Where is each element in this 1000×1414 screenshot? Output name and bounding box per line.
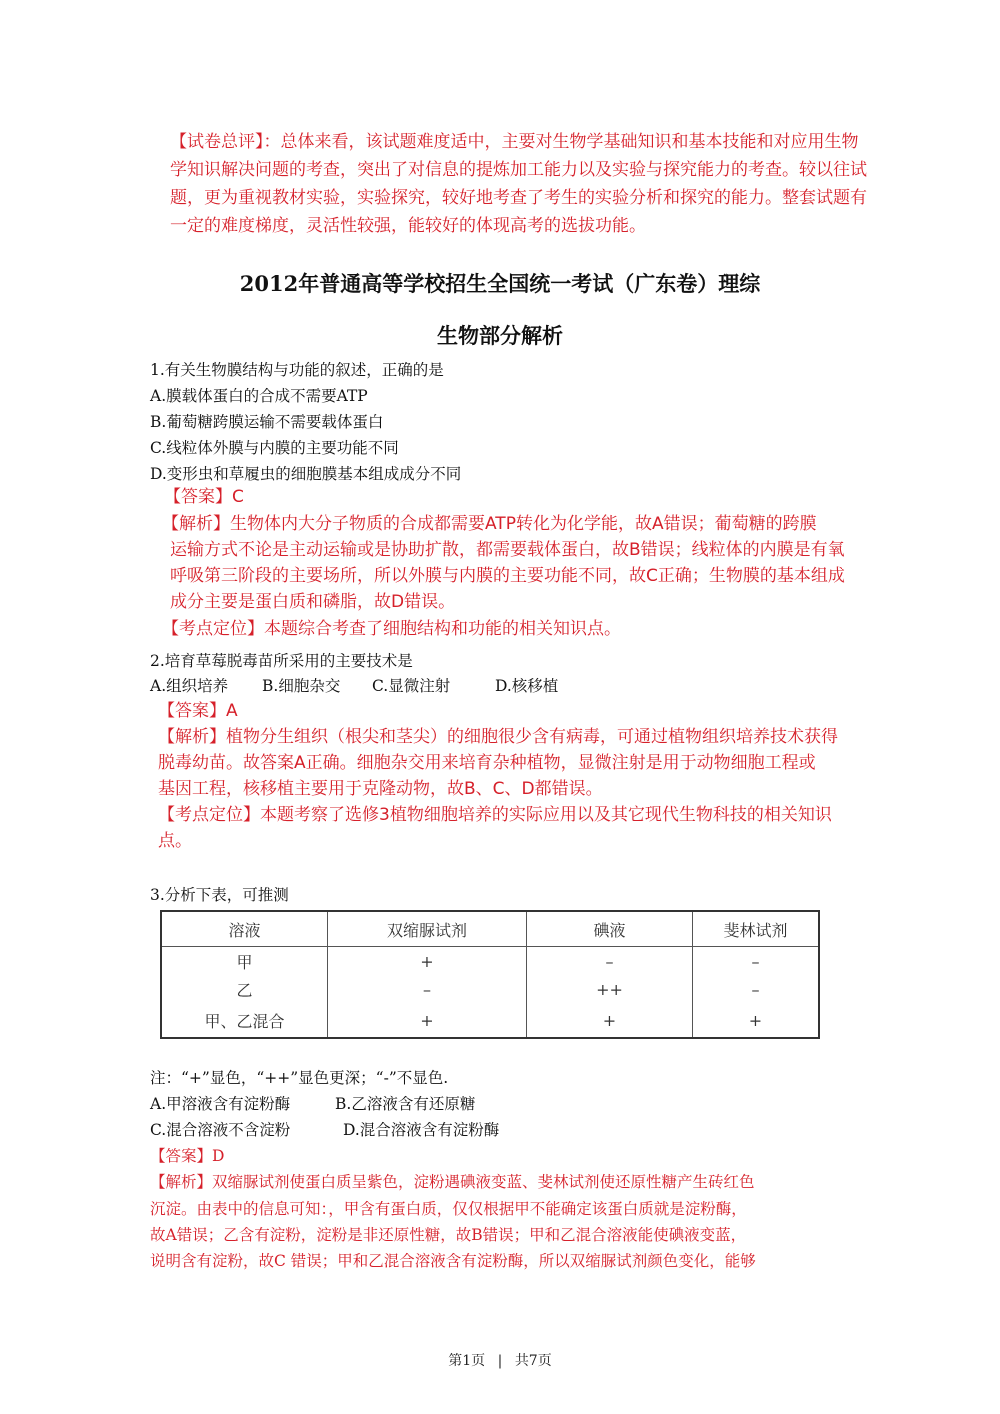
table-cell: – [693,947,820,976]
q1-option-c: C.线粒体外膜与内膜的主要功能不同 [150,439,399,457]
page-total: 共7页 [514,1353,552,1369]
q1-analysis-line: 成分主要是蛋白质和磷脂，故D错误。 [170,592,456,612]
q1-analysis-line: 【解析】生物体内大分子物质的合成都需要ATP转化为化学能，故A错误；葡萄糖的跨膜 [162,514,817,534]
q1-option-b: B.葡萄糖跨膜运输不需要载体蛋白 [150,413,384,431]
q2-option-c: C.显微注射 [372,677,451,695]
page-subtitle: 生物部分解析 [437,323,563,348]
q2-analysis-line: 脱毒幼苗。故答案A正确。细胞杂交用来培育杂种植物，显微注射是用于动物细胞工程或 [158,753,816,773]
q1-option-d: D.变形虫和草履虫的细胞膜基本组成成分不同 [150,465,462,483]
q3-option-a: A.甲溶液含有淀粉酶 [150,1095,291,1113]
page-title: 2012年普通高等学校招生全国统一考试（广东卷）理综 [239,271,761,296]
table-cell: + [328,947,527,976]
table-row [161,947,819,976]
table-cell: 甲 [161,947,328,976]
q3-stem: 3.分析下表，可推测 [150,886,289,904]
q3-analysis-line: 沉淀。由表中的信息可知：，甲含有蛋白质，仅仅根据甲不能确定该蛋白质就是淀粉酶， [150,1200,747,1218]
table-cell: + [328,1003,527,1038]
table-header-cell: 双缩脲试剂 [328,911,527,947]
exam-review: 【试卷总评】：总体来看，该试题难度适中，主要对生物学基础知识和基本技能和对应用生物学知识解决问题的考查，突出了对信息的提炼加工能力以及实验与探究能力的考查。较以往试题，更为重视教材实验，实验探究，较好地考查了考生的实验分析和探究的能力。整套试题有一定的难度梯度，灵活性较强，能较好的体现高考的选拔功能。 [170,132,867,236]
q1-stem: 1.有关生物膜结构与功能的叙述，正确的是 [150,361,444,379]
q3-note: 注：“+”显色，“++”显色更深；“-”不显色. [150,1069,449,1087]
q3-table [160,910,820,1039]
page-number: 第1页 [448,1353,486,1369]
table-cell: – [693,975,820,1003]
table-cell: – [527,947,693,976]
q1-answer: 【答案】C [164,487,244,507]
q3-answer: 【答案】D [150,1147,225,1165]
table-row [161,1003,819,1038]
footer-separator: | [497,1353,503,1369]
q1-point: 【考点定位】本题综合考查了细胞结构和功能的相关知识点。 [162,619,621,639]
table-header-row [161,911,819,947]
q2-option-b: B.细胞杂交 [262,677,341,695]
q3-option-c: C.混合溶液不含淀粉 [150,1121,291,1139]
table-cell: + [527,1003,693,1038]
q2-analysis-line: 基因工程，核移植主要用于克隆动物，故B、C、D都错误。 [158,779,603,799]
table-header-cell: 碘液 [527,911,693,947]
q2-answer: 【答案】A [158,701,238,721]
table-cell: 甲、乙混合 [161,1003,328,1038]
q3-analysis-line: 故A错误；乙含有淀粉，淀粉是非还原性糖，故B错误；甲和乙混合溶液能使碘液变蓝， [150,1226,747,1244]
table-row [161,975,819,1003]
q2-point-line: 【考点定位】本题考察了选修3植物细胞培养的实际应用以及其它现代生物科技的相关知识 [158,805,832,825]
table-cell: 乙 [161,975,328,1003]
q2-analysis-line: 【解析】植物分生组织（根尖和茎尖）的细胞很少含有病毒，可通过植物组织培养技术获得 [158,727,838,747]
table-cell: + [693,1003,820,1038]
q1-analysis-line: 运输方式不论是主动运输或是协助扩散，都需要载体蛋白，故B错误；线粒体的内膜是有氧 [170,540,845,560]
q1-analysis-line: 呼吸第三阶段的主要场所，所以外膜与内膜的主要功能不同，故C正确；生物膜的基本组成 [170,566,845,586]
q3-analysis-line: 【解析】双缩脲试剂使蛋白质呈紫色，淀粉遇碘液变蓝、斐林试剂使还原性糖产生砖红色 [150,1173,755,1191]
table-header-cell: 溶液 [161,911,328,947]
q3-analysis-line: 说明含有淀粉，故C 错误；甲和乙混合溶液含有淀粉酶，所以双缩脲试剂颜色变化，能够 [150,1252,756,1270]
q2-point-line: 点。 [158,831,192,851]
page-footer [0,1350,1000,1370]
q2-stem: 2.培育草莓脱毒苗所采用的主要技术是 [150,652,413,670]
q2-option-d: D.核移植 [495,677,559,695]
q1-option-a: A.膜载体蛋白的合成不需要ATP [150,387,368,405]
table-cell: ++ [527,975,693,1003]
table-cell: – [328,975,527,1003]
q3-option-d: D.混合溶液含有淀粉酶 [343,1121,500,1139]
q3-option-b: B.乙溶液含有还原糖 [335,1095,476,1113]
q2-option-a: A.组织培养 [150,677,229,695]
table-header-cell: 斐林试剂 [693,911,820,947]
